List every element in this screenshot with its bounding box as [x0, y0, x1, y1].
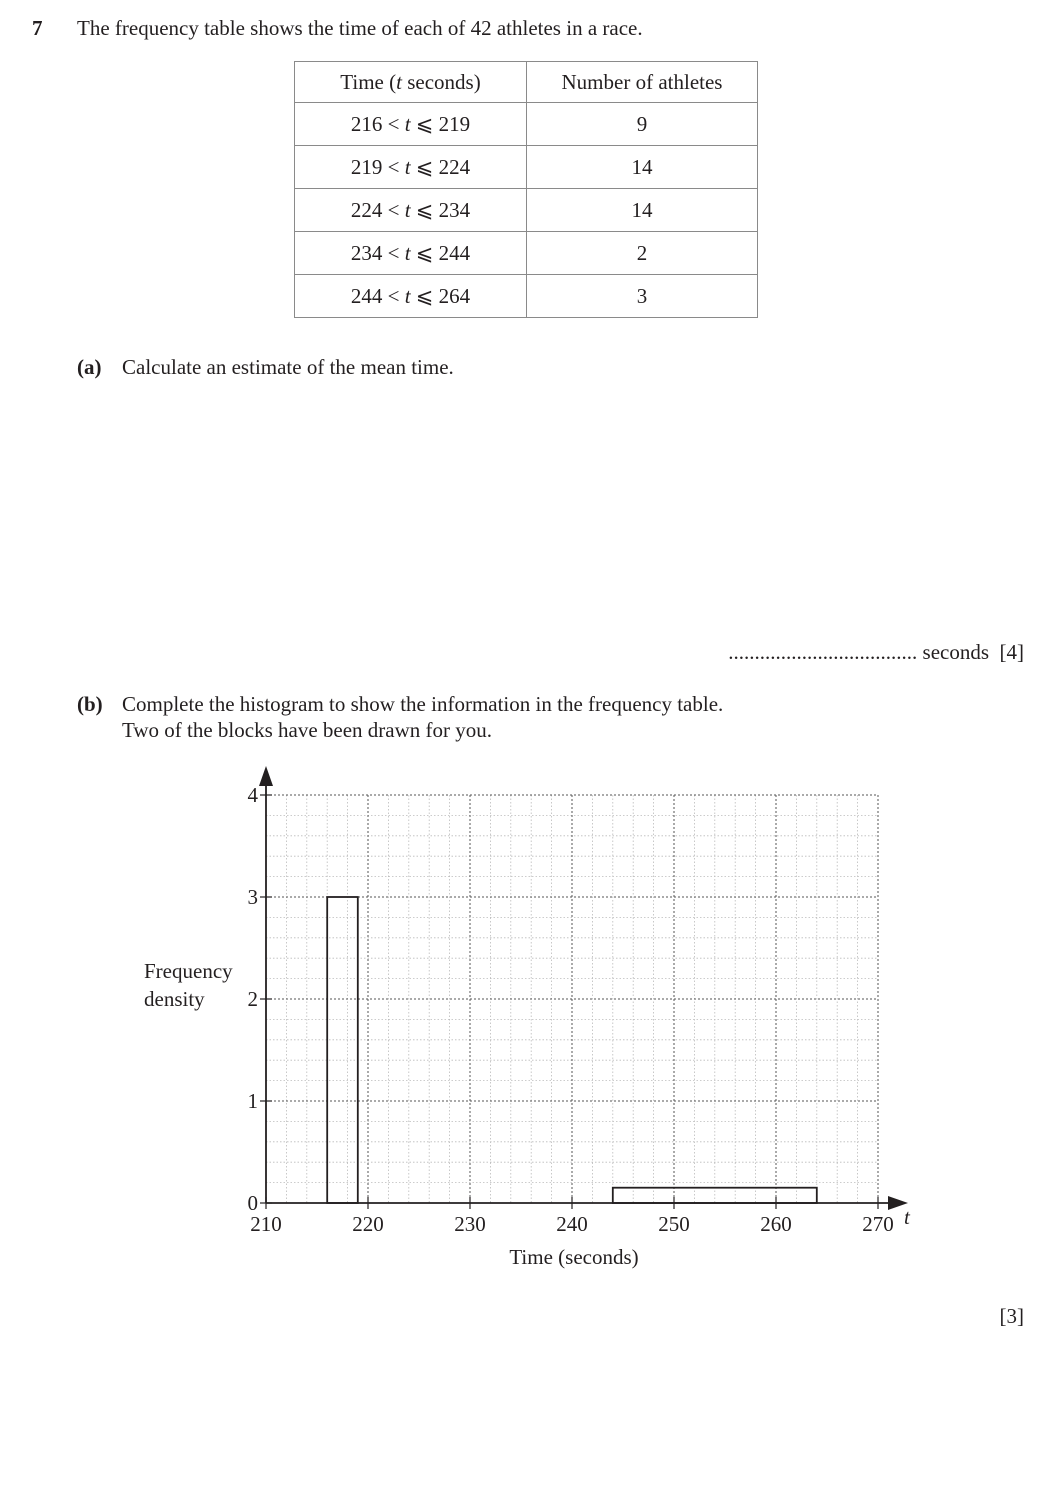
x-tick-label: 220	[352, 1212, 384, 1236]
histogram-blocks	[327, 897, 817, 1203]
athlete-count: 2	[527, 232, 758, 275]
x-tick-label: 270	[862, 1212, 894, 1236]
y-axis-label-line2: density	[144, 987, 205, 1011]
y-tick-label: 0	[247, 1191, 258, 1215]
part-a-text: Calculate an estimate of the mean time.	[122, 355, 454, 379]
tick-labels	[248, 783, 894, 1236]
x-tick-label: 260	[760, 1212, 792, 1236]
y-tick-label: 3	[247, 885, 258, 909]
time-interval: 219 < t ⩽ 224	[295, 146, 527, 189]
time-interval: 224 < t ⩽ 234	[295, 189, 527, 232]
x-tick-label: 210	[250, 1212, 282, 1236]
axes	[259, 766, 908, 1210]
header-count: Number of athletes	[527, 62, 758, 103]
athlete-count: 3	[527, 275, 758, 318]
y-tick-label: 1	[247, 1089, 258, 1113]
time-interval: 244 < t ⩽ 264	[295, 275, 527, 318]
y-axis-label-line1: Frequency	[144, 959, 233, 983]
part-b-line1: Complete the histogram to show the information in the frequency table.	[122, 692, 724, 716]
y-tick-label: 4	[247, 783, 258, 807]
part-b-marks: [3]	[999, 1304, 1024, 1328]
x-tick-label: 230	[454, 1212, 486, 1236]
x-tick-label: 240	[556, 1212, 588, 1236]
header-time: Time (t seconds)	[295, 62, 527, 103]
answer-dots: ....................................	[728, 640, 918, 664]
time-interval: 216 < t ⩽ 219	[295, 103, 527, 146]
answer-unit-marks: seconds [4]	[917, 640, 1024, 664]
question-intro: The frequency table shows the time of each of 42 athletes in a race.	[77, 16, 643, 40]
y-axis-arrow	[259, 766, 273, 786]
time-interval: 234 < t ⩽ 244	[295, 232, 527, 275]
x-axis-label: Time (seconds)	[509, 1245, 639, 1269]
x-axis-variable: t	[904, 1205, 910, 1229]
part-b-label: (b)	[77, 692, 103, 716]
athlete-count: 14	[527, 146, 758, 189]
x-tick-label: 250	[658, 1212, 690, 1236]
question-number: 7	[32, 16, 43, 40]
part-a-label: (a)	[77, 355, 102, 379]
y-tick-label: 2	[247, 987, 258, 1011]
athlete-count: 14	[527, 189, 758, 232]
part-b-line2: Two of the blocks have been drawn for you.	[122, 718, 493, 742]
athlete-count: 9	[527, 103, 758, 146]
histogram-bar	[327, 897, 358, 1203]
